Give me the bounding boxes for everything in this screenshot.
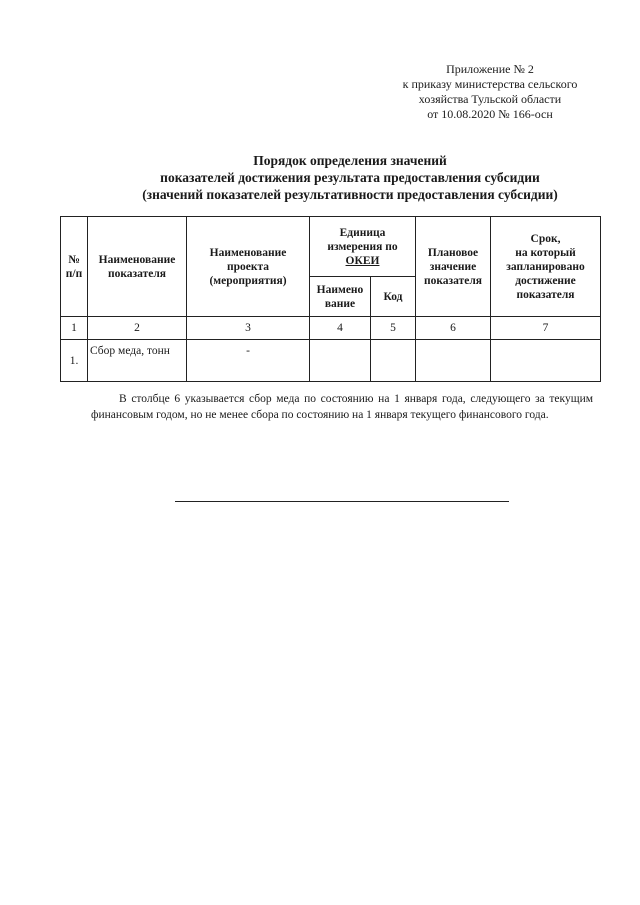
row-unit-name xyxy=(310,340,371,382)
appendix-order-ref: к приказу министерства сельского xyxy=(402,77,578,91)
row-deadline xyxy=(491,340,601,382)
document-title xyxy=(60,152,640,203)
title-line-3: (значений показателей результативности предоставления субсидии) xyxy=(142,187,558,202)
title-line-1: Порядок определения значений xyxy=(253,153,447,168)
column-number: 4 xyxy=(310,317,371,340)
appendix-header xyxy=(380,62,600,122)
closing-rule-divider xyxy=(175,501,509,502)
header-unit-name: Наимено вание xyxy=(310,277,371,317)
column-number-row xyxy=(61,317,601,340)
header-deadline-line2: на который xyxy=(515,246,576,259)
header-deadline-line1: Срок, xyxy=(530,232,561,245)
column-number: 7 xyxy=(491,317,601,340)
column-number: 5 xyxy=(371,317,416,340)
header-unit xyxy=(310,217,416,277)
header-deadline-line4: достижение xyxy=(515,274,576,287)
header-planned: Плановое значение показателя xyxy=(416,217,491,317)
appendix-ministry: хозяйства Тульской области xyxy=(418,92,562,106)
row-num: 1. xyxy=(61,340,88,382)
appendix-date-number: от 10.08.2020 № 166-осн xyxy=(427,107,553,121)
column-number: 1 xyxy=(61,317,88,340)
row-planned xyxy=(416,340,491,382)
column-number: 2 xyxy=(88,317,187,340)
header-deadline-line5: показателя xyxy=(516,288,575,301)
row-indicator: Сбор меда, тонн xyxy=(88,340,187,382)
header-indicator: Наименование показателя xyxy=(88,217,187,317)
row-unit-code xyxy=(371,340,416,382)
column-number: 6 xyxy=(416,317,491,340)
header-project: Наименование проекта (мероприятия) xyxy=(187,217,310,317)
header-row xyxy=(61,217,601,277)
footnote-paragraph: В столбце 6 указывается сбор меда по состоянию на 1 января года, следующего за текущим финансовым годом, но не менее сбора по состоянию на 1 января текущего финансового года. xyxy=(91,393,593,421)
column-number: 3 xyxy=(187,317,310,340)
header-num: № п/п xyxy=(61,217,88,317)
header-deadline-line3: запланировано xyxy=(506,260,585,273)
header-unit-okei: ОКЕИ xyxy=(345,254,380,267)
header-unit-line1: Единица xyxy=(339,226,386,239)
header-unit-line2: измерения по xyxy=(327,240,398,253)
row-project: - xyxy=(187,340,310,382)
table-row xyxy=(61,340,601,382)
title-line-2: показателей достижения результата предоставления субсидии xyxy=(160,170,540,185)
header-unit-code: Код xyxy=(371,277,416,317)
indicators-table xyxy=(60,216,601,382)
appendix-number: Приложение № 2 xyxy=(446,62,534,76)
header-deadline xyxy=(491,217,601,317)
